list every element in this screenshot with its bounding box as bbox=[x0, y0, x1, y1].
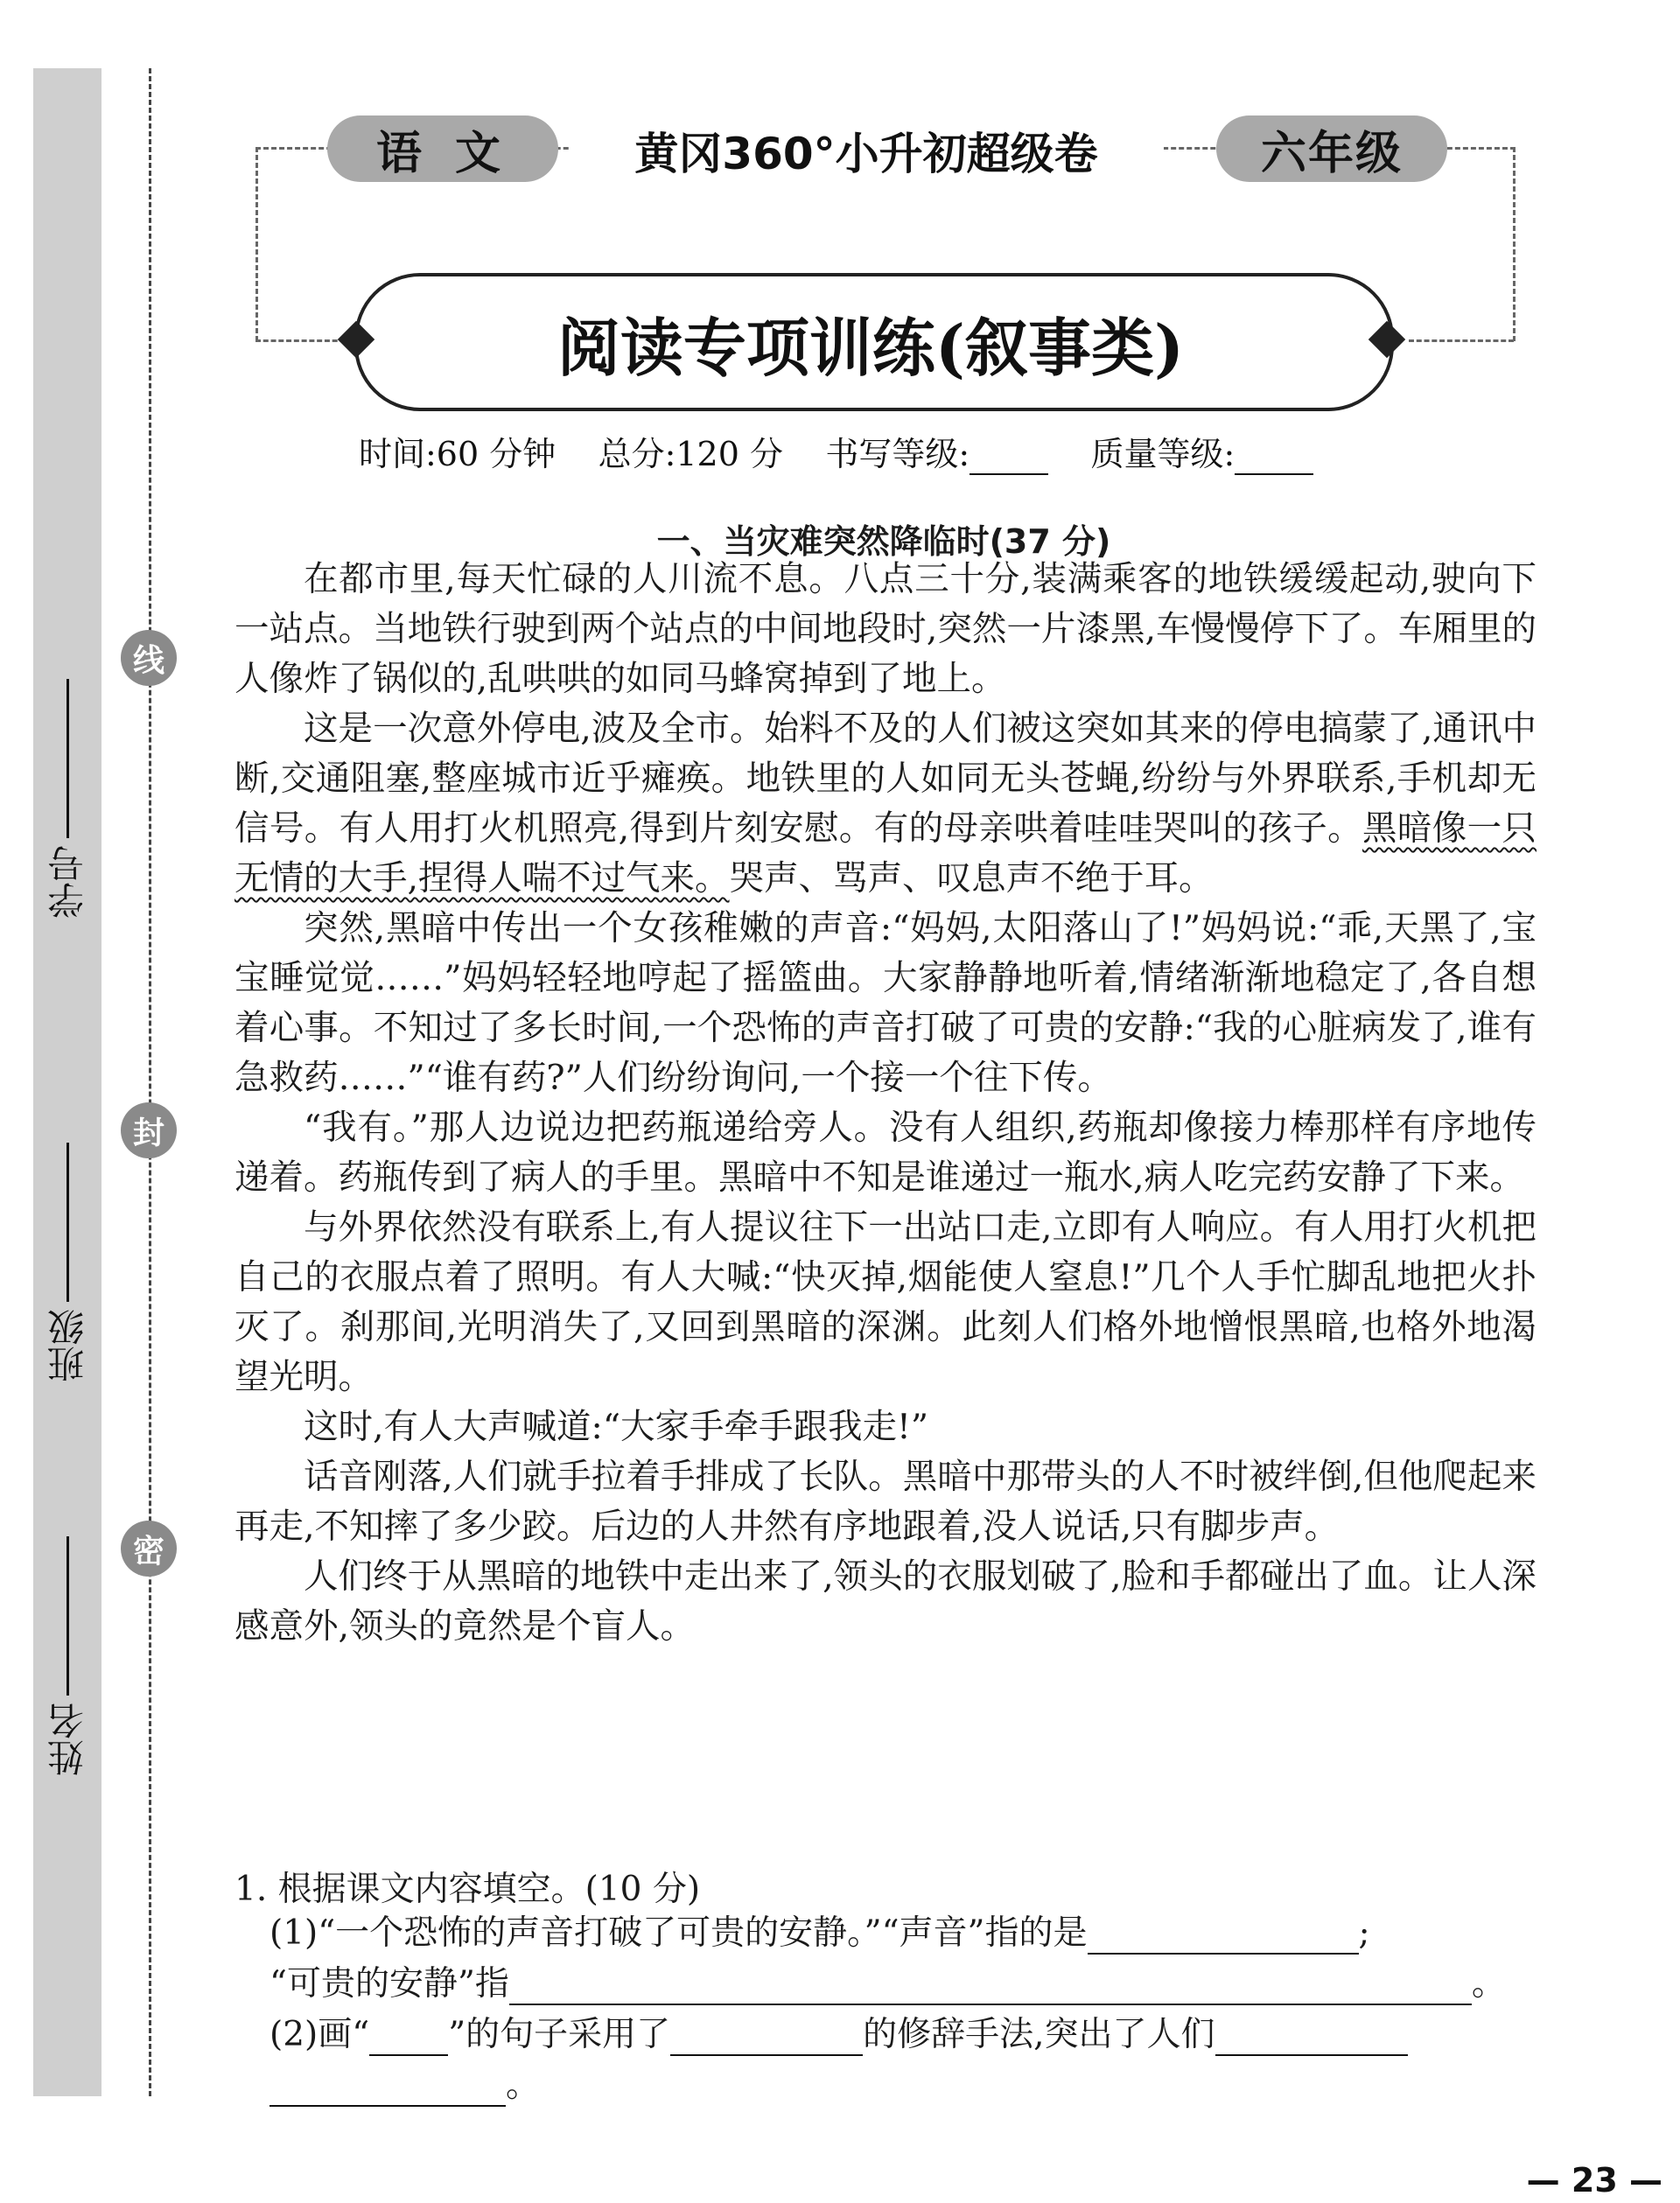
subject-badge: 语 文 bbox=[327, 115, 558, 182]
answer-blank[interactable] bbox=[509, 1970, 1472, 2005]
writing-grade-blank[interactable] bbox=[970, 444, 1048, 475]
question-text: “可贵的安静”指 bbox=[270, 1964, 509, 2004]
name-blank[interactable] bbox=[67, 1536, 70, 1696]
paragraph-text: 这是一次意外停电,波及全市。始料不及的人们被这突如其来的停电搞蒙了,通讯中断,交通阻塞,整座城市近乎瘫痪。地铁里的人如同无头苍蝇,纷纷与外界联系,手机却无信号。有人用打火机照亮,得到片刻安慰。有的母亲哄着哇哇哭叫的孩子。 bbox=[234, 709, 1536, 849]
cut-line bbox=[149, 68, 151, 2096]
paragraph-text: 哭声、骂声、叹息声不绝于耳。 bbox=[729, 858, 1214, 899]
seal-feng: 封 bbox=[121, 1102, 177, 1158]
paragraph bbox=[234, 704, 1536, 904]
symbol-blank bbox=[369, 2021, 448, 2056]
meta-time: 时间:60 分钟 bbox=[359, 435, 556, 473]
exam-meta bbox=[359, 427, 1313, 475]
answer-blank[interactable] bbox=[1088, 1920, 1359, 1955]
question-text: 。 bbox=[506, 2066, 541, 2105]
meta-writing-grade: 书写等级: bbox=[825, 435, 970, 473]
paragraph: 与外界依然没有联系上,有人提议往下一出站口走,立即有人响应。有人用打火机把自己的衣服点着了照明。有人大喊:“快灭掉,烟能使人窒息!”几个人手忙脚乱地把火扑灭了。刹那间,光明消失了,又回到黑暗的深渊。此刻人们格外地憎恨黑暗,也格外地渴望光明。 bbox=[234, 1207, 1536, 1397]
question-text: 。 bbox=[1471, 1964, 1506, 2004]
meta-total: 总分:120 分 bbox=[598, 435, 783, 473]
paragraph: 人们终于从黑暗的地铁中走出来了,领头的衣服划破了,脸和手都碰出了血。让人深感意外,领头的竟然是个盲人。 bbox=[234, 1556, 1536, 1647]
header-dash-right bbox=[1513, 147, 1516, 341]
header-dash-right-bottom bbox=[1409, 339, 1514, 342]
question-text: 的修辞手法,突出了人们 bbox=[863, 2015, 1215, 2054]
meta-quality-grade: 质量等级: bbox=[1090, 435, 1236, 473]
page-title: 阅读专项训练(叙事类) bbox=[556, 311, 1185, 385]
question-1-2 bbox=[270, 2007, 1408, 2056]
class-label bbox=[44, 1094, 93, 1382]
question-text: ”的句子采用了 bbox=[448, 2015, 671, 2054]
paragraph: 这时,有人大声喊道:“大家手牵手跟我走!” bbox=[304, 1407, 929, 1447]
class-blank[interactable] bbox=[67, 1143, 70, 1302]
quality-grade-blank[interactable] bbox=[1235, 444, 1313, 475]
student-id-text: 学号 bbox=[46, 845, 89, 919]
seal-xian: 线 bbox=[121, 630, 177, 686]
grade-badge: 六年级 bbox=[1216, 115, 1447, 182]
question-1-1 bbox=[270, 1906, 1370, 1955]
question-1-2-b bbox=[270, 2058, 540, 2107]
answer-blank[interactable] bbox=[670, 2021, 863, 2056]
series-title: 黄冈360°小升初超级卷 bbox=[569, 119, 1164, 182]
binding-strip bbox=[33, 68, 102, 2096]
question-1-title: 1. 根据课文内容填空。(10 分) bbox=[234, 1870, 701, 1909]
class-text: 班级 bbox=[46, 1309, 89, 1382]
name-label bbox=[44, 1487, 93, 1776]
section-title: 一、当灾难突然降临时(37 分) bbox=[656, 522, 1111, 561]
question-text: ; bbox=[1358, 1913, 1370, 1953]
question-text: (2)画“ bbox=[270, 2015, 370, 2054]
header-dash-left bbox=[256, 147, 258, 341]
paragraph: 突然,黑暗中传出一个女孩稚嫩的声音:“妈妈,太阳落山了!”妈妈说:“乖,天黑了,宝宝睡觉觉……”妈妈轻轻地哼起了摇篮曲。大家静静地听着,情绪渐渐地稳定了,各自想着心事。不知过了多长时间,一个恐怖的声音打破了可贵的安静:“我的心脏病发了,谁有急救药……”“谁有药?”人们纷纷询问,一个接一个往下传。 bbox=[234, 908, 1536, 1098]
student-id-blank[interactable] bbox=[67, 679, 70, 838]
wavy-underlined-sentence: 黑暗像一只无情的大手,捏得人喘不过气来。 bbox=[234, 808, 1537, 899]
paragraph: “我有。”那人边说边把药瓶递给旁人。没有人组织,药瓶却像接力棒那样有序地传递着。药瓶传到了病人的手里。黑暗中不知是谁递过一瓶水,病人吃完药安静了下来。 bbox=[234, 1108, 1536, 1198]
page-number: — 23 — bbox=[1526, 2161, 1662, 2200]
answer-blank[interactable] bbox=[270, 2072, 506, 2107]
paragraph: 话音刚落,人们就手拉着手排成了长队。黑暗中那带头的人不时被绊倒,但他爬起来再走,不知摔了多少跤。后边的人井然有序地跟着,没人说话,只有脚步声。 bbox=[234, 1457, 1536, 1547]
seal-mi: 密 bbox=[121, 1521, 177, 1577]
question-1-1-b bbox=[270, 1956, 1506, 2005]
name-text: 姓名 bbox=[46, 1703, 89, 1776]
answer-blank[interactable] bbox=[1215, 2021, 1408, 2056]
reading-passage bbox=[234, 555, 1536, 1652]
question-text: (1)“一个恐怖的声音打破了可贵的安静。”“声音”指的是 bbox=[270, 1913, 1088, 1953]
paragraph: 在都市里,每天忙碌的人川流不息。八点三十分,装满乘客的地铁缓缓起动,驶向下一站点。当地铁行驶到两个站点的中间地段时,突然一片漆黑,车慢慢停下了。车厢里的人像炸了锅似的,乱哄哄的如同马蜂窝掉到了地上。 bbox=[234, 559, 1536, 699]
student-id-label bbox=[44, 630, 93, 919]
